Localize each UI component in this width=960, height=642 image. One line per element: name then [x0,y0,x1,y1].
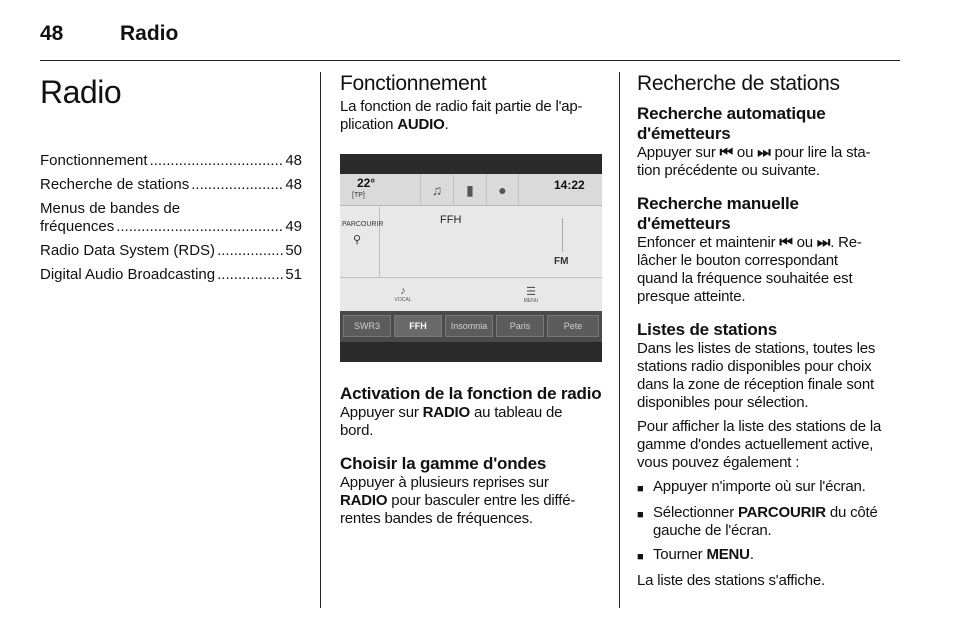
preset-button: Pete [547,315,599,337]
toc-page: 51 [285,266,302,283]
toc-column [40,72,302,290]
toc-page: 48 [285,152,302,169]
magnifier-icon: ⚲ [353,234,362,246]
globe-icon: ● [498,182,507,198]
toc-label: Digital Audio Broadcasting [40,266,216,283]
phone-tab [453,174,486,206]
operation-column [340,72,602,528]
preset-button: Insomnia [445,315,493,337]
auto-search-heading: Recherche automatique d'émetteurs [637,104,826,143]
preset-button-active: FFH [394,315,442,337]
intro-text: La fonction de radio fait partie de l'ap- plication AUDIO. [340,98,583,133]
preset-button: SWR3 [343,315,391,337]
nav-tab [486,174,519,206]
list-item: ■ Tourner MENU. [637,546,899,566]
bullet-icon: ■ [637,483,644,495]
screen-top-bar [340,174,602,206]
toc-page: 50 [285,242,302,259]
music-note-icon: ♫ [431,182,443,198]
toc-item[interactable] [40,200,302,236]
band-label: FM [554,256,569,267]
station-name: FFH [440,214,462,226]
station-search-column [637,72,899,590]
next-track-icon: ⏭ [757,144,771,161]
toc-label: Recherche de stations [40,176,190,193]
toc-page: 49 [285,218,302,235]
toc-label: Radio Data System (RDS) [40,242,216,259]
next-track-icon: ⏭ [816,234,831,251]
toc-label: Fonctionnement [40,152,148,169]
music-tab [420,174,453,206]
toc-item[interactable] [40,242,302,260]
bullet-icon: ■ [637,509,644,521]
manual-search-heading: Recherche manuelle d'émetteurs [637,194,799,233]
screen-bottom-bar [340,277,602,311]
toc-item[interactable] [40,152,302,170]
band-choice-heading: Choisir la gamme d'ondes [340,454,547,473]
section-name: Radio [120,22,179,45]
bullet-icon: ■ [637,551,644,563]
closing-text: La liste des stations s'affiche. [637,572,825,589]
preset-button: Paris [496,315,544,337]
column-divider-1 [320,72,321,608]
toc-label: fréquences [40,218,115,235]
screen-display [340,174,602,342]
operation-heading: Fonctionnement [340,72,487,95]
station-lists-text-2: Pour afficher la liste des stations de la gamme d'ondes actuellement active, vous pouvez également : [637,418,882,471]
station-lists-text: Dans les listes de stations, toutes les stations radio disponibles pour choix dans la zone de réception finale sont disponibles pour sélection. [637,340,876,411]
infotainment-screen-image [340,154,602,362]
toc-item[interactable] [40,176,302,194]
browse-label: PARCOURIR [342,221,384,228]
toc-page: 48 [285,176,302,193]
header-rule [40,60,900,61]
manual-search-text: Enfoncer et maintenir ⏮ ou ⏭. Re- lâcher le bouton correspondant quand la fréquence souhaitée est presque atteinte. [637,234,862,305]
auto-search-text: Appuyer sur ⏮ ou ⏭ pour lire la sta- tion précédente ou suivante. [637,144,871,179]
voice-icon: ♪ VOCAL [394,285,412,303]
list-item: ■ Appuyer n'importe où sur l'écran. [637,478,899,498]
tp-indicator: [TP] [352,192,365,199]
browse-side-button [340,207,384,277]
toc-label-line1: Menus de bandes de [40,200,181,217]
station-lists-heading: Listes de stations [637,320,777,339]
previous-track-icon: ⏮ [779,234,793,251]
chapter-title: Radio [40,74,122,110]
toc-item[interactable] [40,266,302,284]
temperature-readout: 22° [357,176,376,190]
activation-text: Appuyer sur RADIO au tableau de bord. [340,404,563,439]
menu-icon: ☰ MENU [523,286,539,304]
page-number: 48 [40,22,64,45]
phone-icon: ▮ [466,182,474,198]
band-choice-text: Appuyer à plusieurs reprises sur RADIO pour basculer entre les diffé- rentes bandes de fréquences. [340,474,576,527]
activation-heading: Activation de la fonction de radio [340,384,602,403]
preset-bar [340,311,602,342]
page-header [40,22,900,62]
station-search-heading: Recherche de stations [637,72,840,95]
list-item: ■ Sélectionner PARCOURIR du côté gauche de l'écran. [637,504,878,539]
column-divider-2 [619,72,620,608]
clock-readout: 14:22 [554,178,585,192]
previous-track-icon: ⏮ [719,144,733,161]
tuning-dial-icon [562,218,568,252]
